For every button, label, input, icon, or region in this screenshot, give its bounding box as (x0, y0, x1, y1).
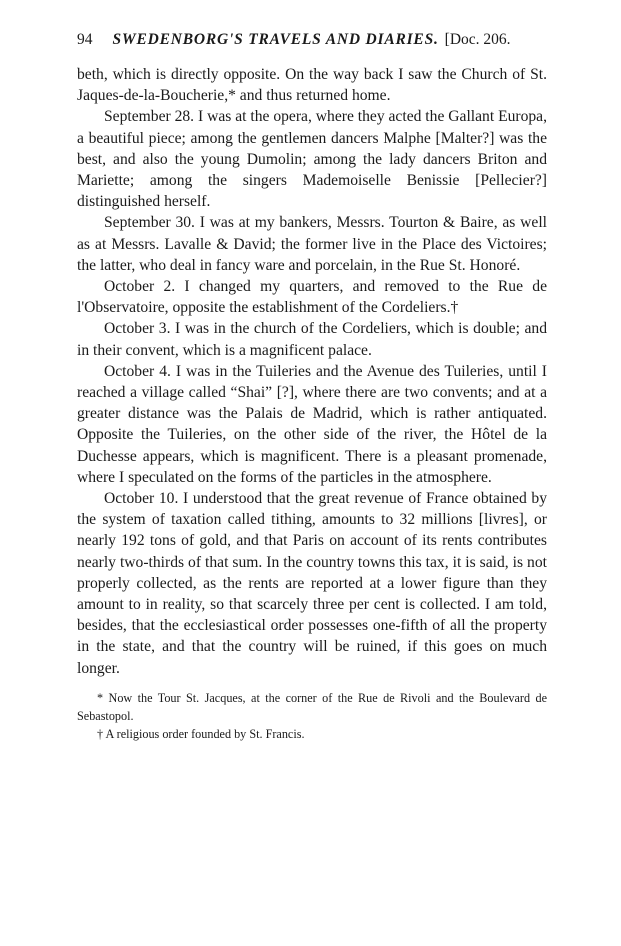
body-text (77, 64, 547, 679)
book-page (77, 30, 547, 743)
paragraph-september-28: September 28. I was at the opera, where they acted the Gallant Europa, a beautiful piece; among the gentlemen dancers Malphe [Malter?] was the best, and also the young Dumolin; among the lady dancers Briton and Mariette; among the singers Mademoiselle Benissie [Pellecier?] distinguished herself. (77, 108, 547, 211)
footnotes (77, 689, 547, 743)
document-reference: [Doc. 206. (444, 31, 511, 48)
paragraph-october-3: October 3. I was in the church of the Cordeliers, which is double; and in their convent, which is a magnificent palace. (77, 320, 547, 359)
footnote-asterisk: * Now the Tour St. Jacques, at the corner of the Rue de Rivoli and the Boulevard de Sebastopol. (77, 690, 547, 723)
paragraph-october-4: October 4. I was in the Tuileries and the Avenue des Tuileries, until I reached a village called “Shai” [?], where there are two convents; and at a greater distance was the Palais de Madrid, which is rather antiquated. Opposite the Tuileries, on the other side of the river, the Hôtel de la Duchesse appears, which is magnificent. There is a pleasant promenade, where I speculated on the forms of the particles in the atmosphere. (77, 362, 547, 486)
paragraph-september-30: September 30. I was at my bankers, Messrs. Tourton & Baire, as well as at Messrs. Lavalle & David; the former live in the Place des Victoires; the latter, who deal in fancy ware and porcelain, in the Rue St. Honoré. (77, 214, 547, 274)
paragraph-october-10: October 10. I understood that the great revenue of France obtained by the system of taxation called tithing, amounts to 32 millions [livres], or nearly 192 tons of gold, and that Paris on account of its rents contributes nearly two-thirds of that sum. In the country towns this tax, it is said, is not properly collected, as the rents are reported at a lower figure than they amount to in reality, so that scarcely three per cent is collected. I am told, besides, that the ecclesiastical order possesses one-fifth of all the property in the state, and that the country will be ruined, if this goes on much longer. (77, 490, 547, 677)
running-title: SWEDENBORG'S TRAVELS AND DIARIES. (112, 31, 439, 48)
running-head (77, 30, 547, 50)
page-number: 94 (77, 31, 93, 48)
footnote-dagger: † A religious order founded by St. Francis. (97, 726, 305, 741)
paragraph-october-2: October 2. I changed my quarters, and removed to the Rue de l'Observatoire, opposite the establishment of the Cordeliers.† (77, 278, 547, 317)
paragraph-continuation: beth, which is directly opposite. On the way back I saw the Church of St. Jaques-de-la-Boucherie,* and thus returned home. (77, 66, 547, 105)
